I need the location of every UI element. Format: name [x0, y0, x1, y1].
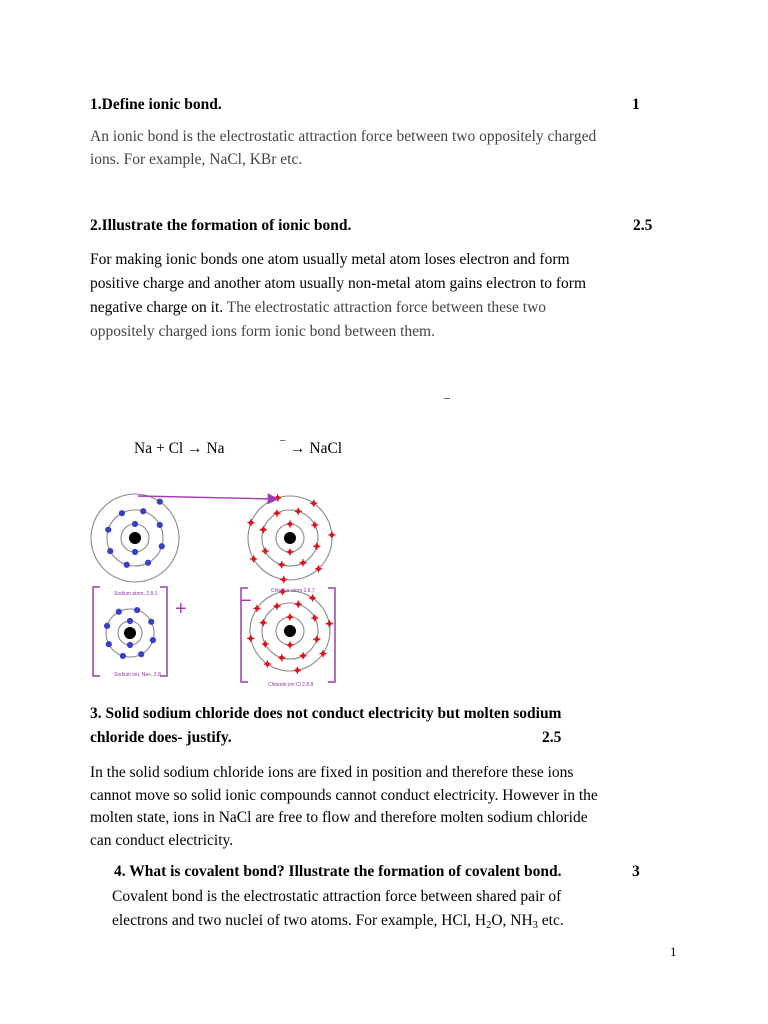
electron-transfer-arrow [138, 496, 276, 499]
chloride-ion-electron-cross [299, 652, 306, 659]
chloride-ion-electron-cross [294, 667, 301, 674]
q4-line2-b: O, NH [491, 912, 533, 929]
sodium-ion-electron [127, 642, 133, 648]
chlorine-atom-electron-cross [313, 543, 320, 550]
sodium-ion-bracket-left [93, 587, 100, 676]
q4-line1: Covalent bond is the electrostatic attraction force between shared pair of [112, 888, 562, 905]
chloride-ion-electron-cross [278, 654, 285, 661]
q4-sub1: 2 [486, 920, 492, 931]
q2-line1: For making ionic bonds one atom usually metal atom loses electron and form [90, 251, 570, 268]
q3-line1: In the solid sodium chloride ions are fixed in position and therefore these ions [90, 764, 574, 781]
q4-question: 4. What is covalent bond? Illustrate the formation of covalent bond. [114, 863, 562, 880]
chlorine-atom-electron-cross [250, 555, 257, 562]
chlorine-atom-electron-cross [260, 526, 267, 533]
sodium-ion-nucleus [124, 627, 136, 639]
q1-question: 1.Define ionic bond. [90, 96, 222, 113]
chlorine-atom-electron-cross [273, 510, 280, 517]
sodium-ion-electron [138, 651, 144, 657]
chlorine-atom-electron-cross [286, 548, 293, 555]
q4-line2 [112, 909, 564, 938]
sodium-atom-electron [107, 548, 113, 554]
q3-question-line2: chloride does- justify. [90, 729, 232, 746]
equation-minus: – [280, 434, 286, 446]
q4-line2-a: electrons and two nuclei of two atoms. For example, HCl, H [112, 912, 487, 929]
chlorine-atom-electron-cross [274, 494, 281, 501]
chlorine-atom-electron-cross [299, 559, 306, 566]
sodium-atom-electron [119, 510, 125, 516]
q2-line3 [90, 296, 546, 320]
q2-line3-a: negative charge on it. [90, 299, 224, 316]
sodium-ion-electron [148, 619, 154, 625]
sodium-atom-label: Sodium atom, 2.8.1 [114, 591, 158, 597]
chloride-ion-electron-cross [273, 603, 280, 610]
chloride-ion-bracket-right [328, 588, 335, 682]
q1-marks: 1 [632, 96, 640, 113]
sodium-atom-electron [132, 549, 138, 555]
q2-question: 2.Illustrate the formation of ionic bond. [90, 217, 352, 234]
sodium-ion-electron [106, 641, 112, 647]
q2-line3-b: The electrostatic attraction force between these two [223, 299, 547, 316]
sodium-atom-electron [132, 521, 138, 527]
chlorine-atom-electron-cross [295, 508, 302, 515]
sodium-atom-electron [105, 527, 111, 533]
chloride-ion-electron-cross [262, 640, 269, 647]
sodium-atom-electron [124, 562, 130, 568]
chlorine-atom-label: Chlorine atom 2.8.7 [271, 588, 315, 594]
q2-line4: oppositely charged ions form ionic bond between them. [90, 323, 435, 340]
chlorine-atom-electron-cross [280, 576, 287, 583]
sodium-atom-electron [159, 543, 165, 549]
q3-marks: 2.5 [542, 729, 562, 746]
q3-line4: can conduct electricity. [90, 832, 234, 849]
sodium-ion-bracket-right [160, 587, 167, 676]
chloride-ion-electron-cross [286, 613, 293, 620]
q4-marks: 3 [632, 863, 640, 880]
minus-sign: − [240, 590, 252, 612]
sodium-ion-electron [134, 607, 140, 613]
sodium-ion-label: Sodium ion, Na+, 2.8 [114, 672, 161, 678]
chlorine-atom-nucleus [284, 532, 296, 544]
sodium-ion-electron [104, 623, 110, 629]
sodium-atom-electron [140, 508, 146, 514]
chloride-ion-nucleus [284, 625, 296, 637]
q3-line2: cannot move so solid ionic compounds cannot conduct electricity. However in the [90, 787, 598, 804]
sodium-ion-electron [150, 637, 156, 643]
q4-line2-c: etc. [537, 912, 564, 929]
q4-sub2: 3 [532, 920, 538, 931]
sodium-ion-electron [120, 653, 126, 659]
chloride-ion-electron-cross [286, 641, 293, 648]
q1-answer-line2: ions. For example, NaCl, KBr etc. [90, 151, 303, 168]
plus-sign: + [175, 598, 187, 620]
chloride-ion-electron-cross [247, 635, 254, 642]
chloride-ion-electron-cross [295, 601, 302, 608]
q2-marks: 2.5 [633, 217, 653, 234]
page-number: 1 [670, 944, 677, 959]
chlorine-atom-electron-cross [328, 531, 335, 538]
minus-mark: – [444, 390, 450, 404]
ionic-bond-diagram [88, 490, 348, 690]
sodium-ion-electron [127, 618, 133, 624]
chlorine-atom-electron-cross [262, 547, 269, 554]
q2-line2: positive charge and another atom usually non-metal atom gains electron to form [90, 275, 586, 292]
q3-question-line1: 3. Solid sodium chloride does not conduct electricity but molten sodium [90, 705, 562, 722]
equation-left: Na + Cl → Na [134, 440, 225, 457]
chloride-ion-electron-cross [313, 636, 320, 643]
sodium-ion-electron [116, 609, 122, 615]
sodium-atom-nucleus [129, 532, 141, 544]
chloride-ion-electron-cross [260, 619, 267, 626]
chlorine-atom-electron-cross [311, 521, 318, 528]
sodium-atom-electron [145, 560, 151, 566]
chlorine-atom-electron-cross [286, 520, 293, 527]
chloride-ion-label: Chloride ion Cl 2.8.8 [268, 682, 314, 688]
chloride-ion-electron-cross [326, 620, 333, 627]
q3-line3: molten state, ions in NaCl are free to flow and therefore molten sodium chloride [90, 809, 588, 826]
equation-right: → NaCl [290, 440, 343, 457]
chlorine-atom-electron-cross [278, 561, 285, 568]
q1-answer-line1: An ionic bond is the electrostatic attraction force between two oppositely charged [90, 128, 597, 145]
chloride-ion-electron-cross [311, 614, 318, 621]
chlorine-atom-electron-cross [247, 519, 254, 526]
sodium-atom-electron [157, 499, 163, 505]
sodium-atom-electron [157, 522, 163, 528]
